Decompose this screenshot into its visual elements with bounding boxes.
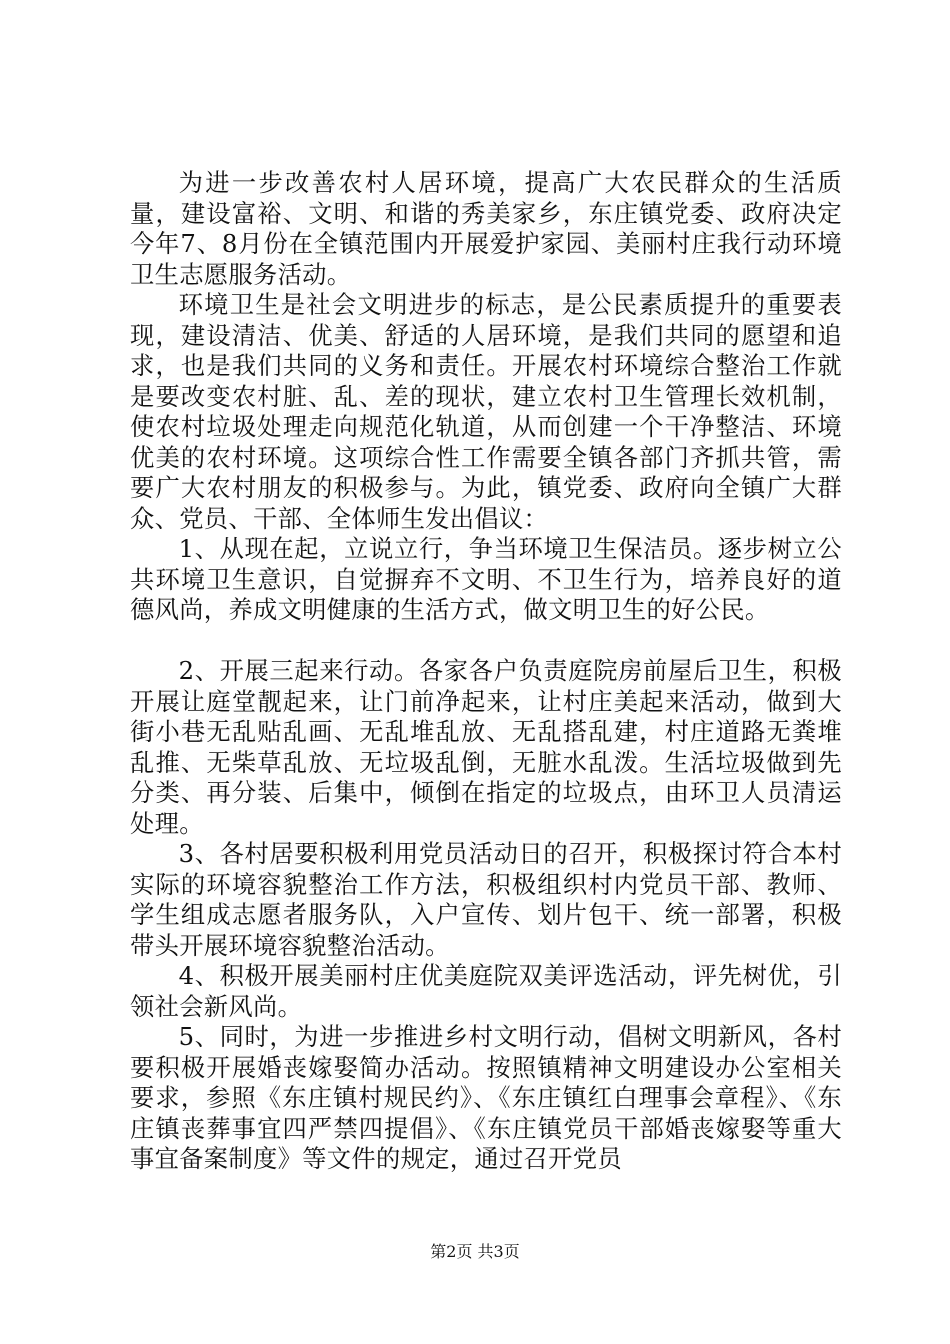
paragraph-background: 环境卫生是社会文明进步的标志，是公民素质提升的重要表现，建设清洁、优美、舒适的人居环境，是我们共同的愿望和追求，也是我们共同的义务和责任。开展农村环境综合整治工作就是要改变农村脏、乱、差的现状，建立农村卫生管理长效机制，使农村垃圾处理走向规范化轨道，从而创建一个干净整洁、环境优美的农村环境。这项综合性工作需要全镇各部门齐抓共管，需要广大农村朋友的积极参与。为此，镇党委、政府向全镇广大群众、党员、干部、全体师生发出倡议：: [130, 290, 842, 533]
page-footer: 第2页 共3页: [430, 1242, 520, 1261]
paragraph-item-5: 5、同时，为进一步推进乡村文明行动，倡树文明新风，各村要积极开展婚丧嫁娶简办活动。按照镇精神文明建设办公室相关要求，参照《东庄镇村规民约》、《东庄镇红白理事会章程》、《东庄镇丧葬事宜四严禁四提倡》、《东庄镇党员干部婚丧嫁娶等重大事宜备案制度》等文件的规定，通过召开党员: [130, 1022, 842, 1173]
document-body: [130, 168, 842, 1175]
paragraph-item-2: 2、开展三起来行动。各家各户负责庭院房前屋后卫生，积极开展让庭堂靓起来，让门前净起来，让村庄美起来活动，做到大街小巷无乱贴乱画、无乱堆乱放、无乱搭乱建，村庄道路无粪堆乱推、无柴草乱放、无垃圾乱倒，无脏水乱泼。生活垃圾做到先分类、再分装、后集中，倾倒在指定的垃圾点，由环卫人员清运处理。: [130, 656, 842, 838]
paragraph-item-1: 1、从现在起，立说立行，争当环境卫生保洁员。逐步树立公共环境卫生意识，自觉摒弃不文明、不卫生行为，培养良好的道德风尚，养成文明健康的生活方式，做文明卫生的好公民。: [130, 534, 842, 624]
paragraph-item-3: 3、各村居要积极利用党员活动日的召开，积极探讨符合本村实际的环境容貌整治工作方法，积极组织村内党员干部、教师、学生组成志愿者服务队，入户宣传、划片包干、统一部署，积极带头开展环境容貌整治活动。: [130, 839, 842, 960]
paragraph-intro: 为进一步改善农村人居环境，提高广大农民群众的生活质量，建设富裕、文明、和谐的秀美家乡，东庄镇党委、政府决定今年7、8月份在全镇范围内开展爱护家园、美丽村庄我行动环境卫生志愿服务活动。: [130, 168, 842, 289]
paragraph-item-4: 4、积极开展美丽村庄优美庭院双美评选活动，评先树优，引领社会新风尚。: [130, 961, 842, 1021]
